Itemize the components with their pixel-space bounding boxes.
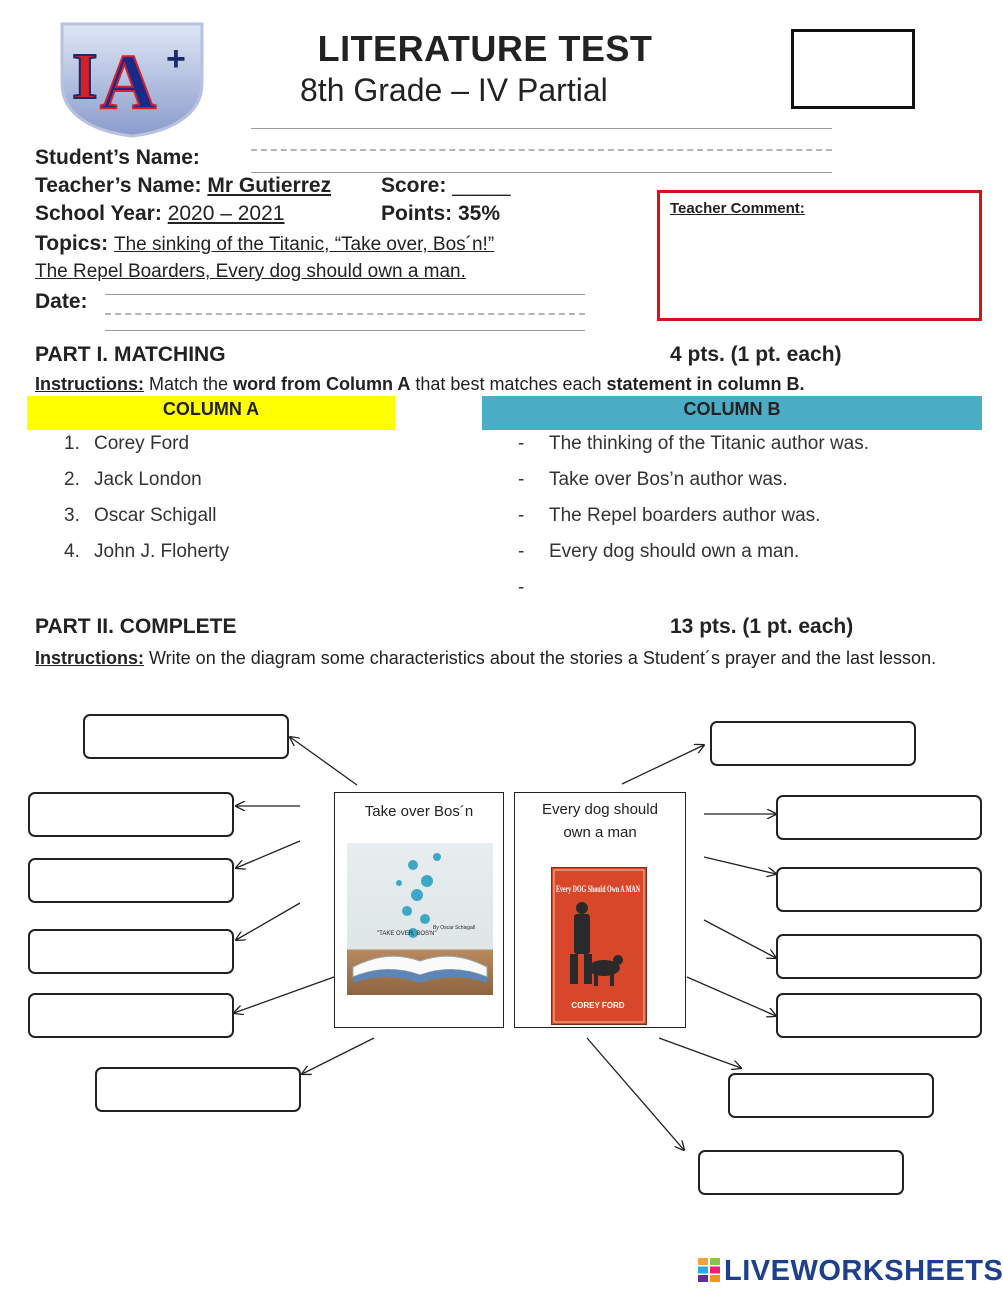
answer-box[interactable] [710,721,916,766]
topics-line-2: The Repel Boarders, Every dog should own a man. [35,261,466,282]
answer-box[interactable] [28,993,234,1038]
answer-box[interactable] [28,858,234,903]
instructions-text: Match the [144,374,234,394]
item-number: 3. [64,505,80,526]
story-card-right [514,792,686,1028]
arrow [302,1038,374,1074]
part1-title: PART I. MATCHING [35,343,226,366]
item-number: 4. [64,541,80,562]
arrow [236,841,300,868]
teacher-name-value: Mr Gutierrez [207,174,332,197]
score-blank[interactable]: _____ [452,174,511,197]
book-image [347,843,493,995]
story-card-title-line-2: own a man [563,824,637,841]
item-dash: - [518,433,525,454]
arrow [687,977,776,1016]
topics-label: Topics: [35,232,109,255]
svg-text:+: + [166,40,186,78]
page-title: LITERATURE TEST [317,28,653,69]
item-text: Oscar Schigall [94,505,217,526]
points-label: Points: 35% [381,202,501,225]
story-card-title-line-1: Every dog should [542,801,658,818]
item-text: John J. Floherty [94,541,230,562]
topics-line-1: The sinking of the Titanic, “Take over, Bos´n!” [113,234,495,255]
arrow [290,737,357,785]
arrow [704,920,776,958]
item-number: 2. [64,469,80,490]
item-number: 1. [64,433,80,454]
item-dash: - [518,541,525,562]
story-card-left [334,792,504,1028]
instructions-label: Instructions: [35,374,145,394]
teacher-name-label: Teacher’s Name: [35,174,202,197]
column-b-header: COLUMN B [482,396,982,430]
arrow [659,1038,741,1068]
arrow [704,857,776,874]
book-image [551,867,647,1025]
column-a-header: COLUMN A [27,396,395,430]
arrow [236,903,300,940]
liveworksheets-brand: LIVEWORKSHEETS [724,1255,1003,1287]
answer-box[interactable] [698,1150,904,1195]
book-right-caption: Every DOG Should Own A MAN [556,884,641,894]
part2-title: PART II. COMPLETE [35,615,237,638]
answer-box[interactable] [776,867,982,912]
instructions-label: Instructions: [35,648,145,668]
answer-box[interactable] [83,714,289,759]
liveworksheets-logo-icon [698,1258,720,1282]
item-dash: - [518,577,525,598]
instructions-text: Write on the diagram some characteristics about the stories a Student´s prayer and the last lesson. [144,648,937,668]
answer-box[interactable] [776,993,982,1038]
item-text: Every dog should own a man. [549,541,800,562]
arrow [587,1038,684,1150]
answer-box[interactable] [95,1067,301,1112]
teacher-comment-label: Teacher Comment: [670,200,805,217]
school-year-value: 2020 – 2021 [167,202,285,225]
book-left-caption: "TAKE OVER, BOS'N" [377,931,437,937]
item-text: The Repel boarders author was. [549,505,821,526]
answer-box[interactable] [728,1073,934,1118]
score-label: Score: [381,174,447,197]
instructions-text: that best matches each [410,374,607,394]
svg-text:A: A [100,38,157,125]
item-text: Jack London [94,469,202,490]
date-label: Date: [35,290,88,313]
svg-text:I: I [72,40,98,113]
instructions-text: word from Column A [233,374,411,394]
student-name-label: Student’s Name: [35,146,200,169]
school-year-label: School Year: [35,202,162,225]
answer-box[interactable] [28,929,234,974]
item-dash: - [518,505,525,526]
arrow [234,977,334,1013]
item-text: The thinking of the Titanic author was. [549,433,870,454]
answer-box[interactable] [776,795,982,840]
item-text: Take over Bos’n author was. [549,469,788,490]
book-left-author: By Oscar Schisgall [433,925,475,931]
instructions-text: statement in column B. [606,374,805,394]
item-dash: - [518,469,525,490]
arrow [622,745,704,784]
page-subtitle: 8th Grade – IV Partial [300,72,608,108]
book-right-author: COREY FORD [571,1001,625,1010]
item-text: Corey Ford [94,433,190,454]
part1-points: 4 pts. (1 pt. each) [670,343,842,366]
answer-box[interactable] [776,934,982,979]
part2-points: 13 pts. (1 pt. each) [670,615,854,638]
answer-box[interactable] [28,792,234,837]
story-card-title: Take over Bos´n [364,803,474,820]
